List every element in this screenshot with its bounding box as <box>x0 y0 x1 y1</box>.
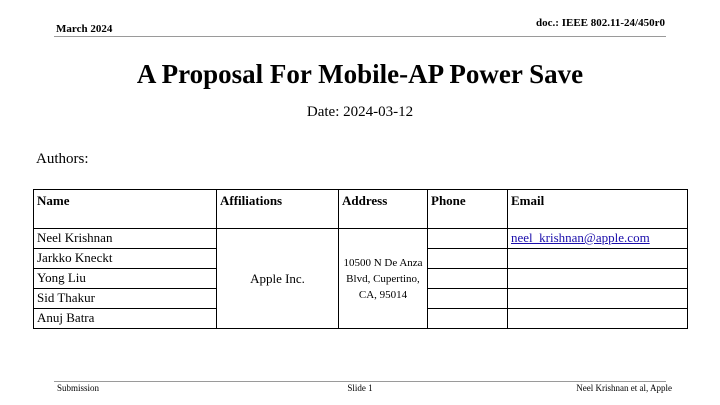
header-divider <box>54 36 666 37</box>
header-address: Address <box>339 190 428 229</box>
email-cell <box>508 289 688 309</box>
header-name: Name <box>34 190 217 229</box>
header-phone: Phone <box>428 190 508 229</box>
authors-table <box>33 189 688 329</box>
footer-slide-number: Slide 1 <box>347 383 373 393</box>
author-name: Yong Liu <box>34 269 217 289</box>
phone-cell <box>428 309 508 329</box>
authors-label: Authors: <box>36 151 89 167</box>
date-line: Date: 2024-03-12 <box>306 104 414 120</box>
email-cell <box>508 249 688 269</box>
email-cell <box>508 269 688 289</box>
header-affiliations: Affiliations <box>217 190 339 229</box>
email-cell <box>508 229 688 249</box>
header-doc-id: doc.: IEEE 802.11-24/450r0 <box>536 17 665 29</box>
author-name: Sid Thakur <box>34 289 217 309</box>
affiliation-cell: Apple Inc. <box>217 229 339 329</box>
slide-title: A Proposal For Mobile-AP Power Save <box>136 59 584 89</box>
email-link[interactable]: neel_krishnan@apple.com <box>511 230 650 245</box>
address-cell: 10500 N De Anza Blvd, Cupertino, CA, 95014 <box>339 229 428 329</box>
table-header-row <box>34 190 688 229</box>
footer-left: Submission <box>57 383 100 393</box>
footer-divider <box>54 381 666 382</box>
table-row <box>34 229 688 249</box>
header-email: Email <box>508 190 688 229</box>
header-date: March 2024 <box>56 23 113 35</box>
phone-cell <box>428 249 508 269</box>
phone-cell <box>428 229 508 249</box>
email-cell <box>508 309 688 329</box>
author-name: Anuj Batra <box>34 309 217 329</box>
author-name: Jarkko Kneckt <box>34 249 217 269</box>
footer-right: Neel Krishnan et al, Apple <box>576 383 672 393</box>
phone-cell <box>428 289 508 309</box>
author-name: Neel Krishnan <box>34 229 217 249</box>
phone-cell <box>428 269 508 289</box>
